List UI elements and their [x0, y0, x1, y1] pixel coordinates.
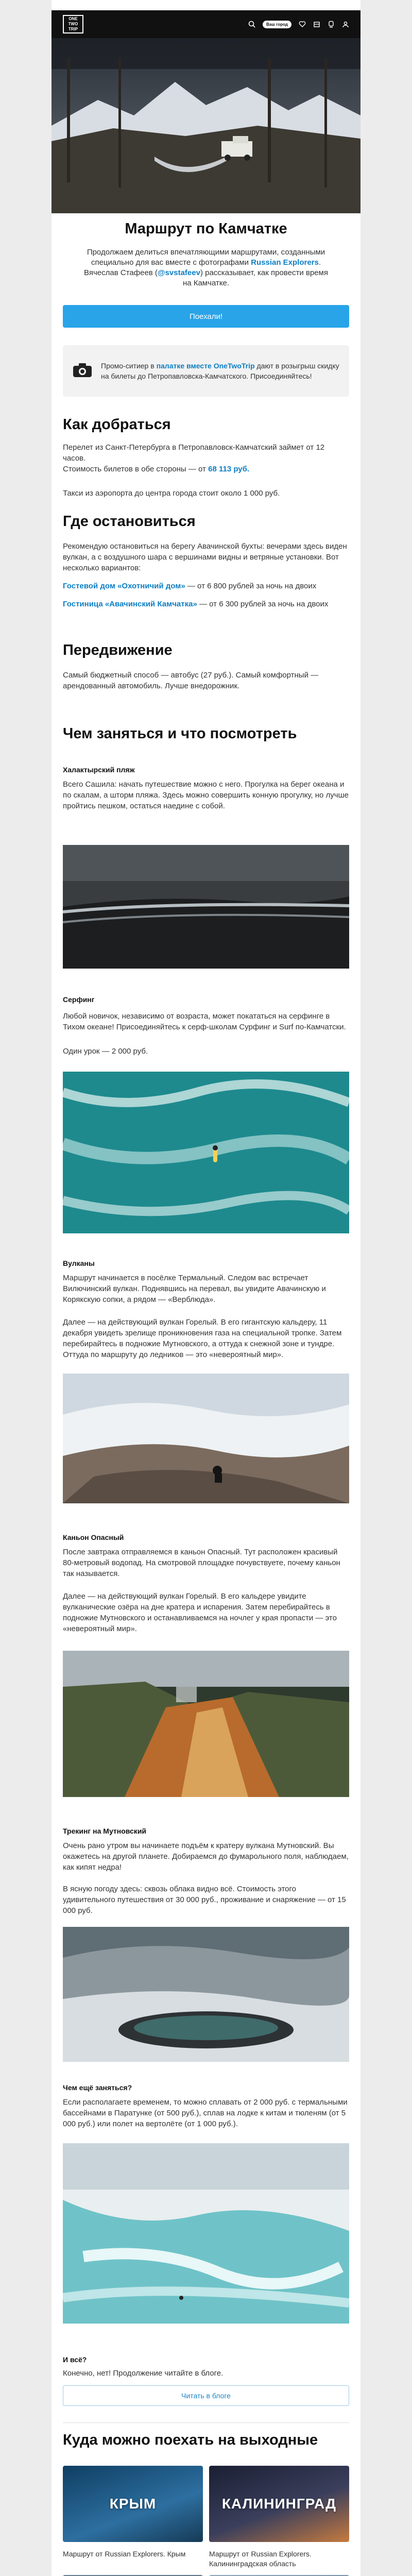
promo-text-start: Промо-ситиер в: [101, 362, 154, 370]
search-icon[interactable]: [248, 21, 255, 28]
canyon-title: Каньон Опасный: [63, 1533, 124, 1541]
how-text: [52, 442, 360, 499]
trek-text-2: В ясную погоду здесь: сквозь облака видно всё. Стоимость этого удивительного путешествия от 30 000 руб., проживание и снаряжение — от 15 000 руб.: [63, 1885, 346, 1915]
kaliningrad-label: КАЛИНИНГРАД: [221, 2496, 337, 2512]
go-button[interactable]: Поехали!: [63, 305, 349, 328]
stay-text: [52, 541, 360, 609]
intro-text: [52, 247, 360, 289]
crimea-caption[interactable]: Маршрут от Russian Explorers. Крым: [63, 2550, 186, 2558]
weekend-title: Куда можно поехать на выходные: [63, 2432, 318, 2448]
volcano-photo: [63, 1374, 349, 1503]
promo-text: [101, 361, 340, 381]
hotel-icon[interactable]: [313, 21, 320, 28]
divider: [63, 2422, 349, 2423]
trek-title: Трекинг на Мутновский: [63, 1827, 147, 1835]
user-icon[interactable]: [342, 21, 349, 28]
more-things-text: Если располагаете временем, то можно сплавать от 2 000 руб. с термальными бассейнами в Паратунке (от 500 руб.), сплав на лодке к китам и тюленям (от 5 000 руб.) или полет на вертолёте (от 1 000 руб.).: [63, 2098, 348, 2128]
kaliningrad-card: [209, 2466, 349, 2542]
email-letter: [52, 0, 360, 2576]
weekend-tiles: [63, 2466, 349, 2576]
weekend-tile-crimea[interactable]: [63, 2466, 203, 2575]
volcano-text: Маршрут начинается в посёлке Термальный. Следом вас встречает Вилючинский вулкан. Поднявшись на перевал, вы увидите Авачинскую и Корякскую сопки, а рядом — «Верблюда».: [63, 1274, 326, 1304]
trek-text: Очень рано утром вы начинаете подъём к кратеру вулкана Мутновский. Вы окажетесь на другой планете. Добираемся до фумарольного поля, наблюдаем, как кипят недра!: [63, 1841, 349, 1872]
canyon-text: После завтрака отправляемся в каньон Опасный. Тут расположен красивый 80-метровый водопад. На смотровой площадке почувствуете, почему каньон так называется.: [63, 1548, 340, 1578]
surf-title: Серфинг: [63, 995, 95, 1004]
intro-text-mid: . Вячеслав Стафеев (: [84, 258, 321, 277]
todo-title: Чем заняться и что посмотреть: [63, 725, 297, 742]
promo-text-end: дают в розыгрыш скидку на билеты до Петропавловска-Камчатского. Присоединяйтесь!: [101, 362, 339, 380]
all-title: И всё?: [63, 2355, 87, 2364]
kaliningrad-caption[interactable]: Маршрут от Russian Explorers. Калининградская область: [209, 2550, 312, 2568]
how-text-p2: Стоимость билетов в обе стороны — от: [63, 465, 206, 473]
all-text: Конечно, нет! Продолжение читайте в блоге.: [63, 2369, 224, 2378]
city-pill[interactable]: Ваш город: [263, 21, 291, 28]
email-header: [52, 10, 360, 38]
author-handle-link[interactable]: @svstafeev: [157, 268, 200, 277]
read-blog-button[interactable]: Читать в блоге: [63, 2385, 349, 2406]
train-icon[interactable]: [328, 21, 335, 28]
weekend-tile-kaliningrad[interactable]: [209, 2466, 349, 2575]
move-text: Самый бюджетный способ — автобус (27 руб.). Самый комфортный — арендованный автомобиль. Лучше внедорожник.: [63, 671, 319, 690]
beach-title: Халактырский пляж: [63, 766, 135, 774]
guesthouse-price: — от 6 800 рублей за ночь на двоих: [185, 582, 317, 590]
volcano-title: Вулканы: [63, 1259, 95, 1267]
brand-logo[interactable]: ONE TWO TRIP: [63, 15, 83, 33]
canyon-photo: [63, 1651, 349, 1797]
stay-text-p1: Рекомендую остановиться на берегу Авачинской бухты: вечерами здесь виден вулкан, а с воздушного шара с вершинами видны и ветряные установки. Вот несколько вариантов:: [63, 542, 347, 572]
russian-explorers-link[interactable]: Russian Explorers: [251, 258, 319, 267]
how-title: Как добраться: [63, 416, 171, 433]
guesthouse-link[interactable]: Гостевой дом «Охотничий дом»: [63, 582, 185, 590]
canyon-text-2: Далее — на действующий вулкан Горелый. В его кальдере увидите вулканические озёра на дне кратера и испарения. Затем перебирайтесь в подножие Мутновского и останавливаемся на ночлег у края пропасти — это «невероятный мир».: [63, 1592, 337, 1633]
hotel-link[interactable]: Гостиница «Авачинский Камчатка»: [63, 600, 197, 608]
route-title: Маршрут по Камчатке: [125, 221, 287, 237]
stay-title: Где остановиться: [63, 513, 196, 530]
intro-text-end: ) рассказывает, как провести время на Камчатке.: [182, 268, 328, 287]
intro-text-start: Продолжаем делиться впечатляющими маршрутами, созданными специально для вас вместе с фотографами: [87, 248, 325, 267]
how-text-p3: Такси из аэропорта до центра города стоит около 1 000 руб.: [63, 489, 280, 498]
tickets-price-link[interactable]: 68 113 руб.: [208, 465, 250, 473]
move-title: Передвижение: [63, 642, 173, 658]
beach-photo: [63, 845, 349, 969]
ice-photo: [63, 2143, 349, 2324]
how-text-p1: Перелет из Санкт-Петербурга в Петропавловск-Камчатский займет от 12 часов.: [63, 443, 325, 463]
volcano-text-2: Далее — на действующий вулкан Горелый. В его гигантскую кальдеру, 11 декабря увидеть зрелище проникновения газа на специальной тропке. Затем перебирайтесь в подножие Мутновского, а оттуда к снежной зоне и тундре. Оттуда по маршруту до ледников — это «невероятный мир».: [63, 1318, 342, 1359]
camera-icon: [72, 362, 93, 381]
crimea-card: [63, 2466, 203, 2542]
heart-icon[interactable]: [299, 21, 306, 28]
more-things-title: Чем ещё заняться?: [63, 2083, 132, 2092]
beach-text: Всего Сашила: начать путешествие можно с него. Прогулка на берег океана и по скалам, а шторм пляжа. Здесь можно совершить конную прогулку, но лучше пройтись пешком, остаться наедине с собой.: [63, 780, 349, 810]
promo-link[interactable]: палатке вместе OneTwoTrip: [156, 362, 255, 370]
promo-box: [63, 345, 349, 397]
hotel-price: — от 6 300 рублей за ночь на двоих: [197, 600, 329, 608]
surf-price: Один урок — 2 000 руб.: [63, 1047, 148, 1056]
surf-text: Любой новичок, независимо от возраста, может покататься на серфинге в Тихом океане! Присоединяйтесь к серф-школам Сурфинг и Surf по-Камчатски.: [63, 1012, 346, 1031]
hero-photo: [52, 38, 360, 213]
trek-photo: [63, 1927, 349, 2062]
crimea-label: КРЫМ: [109, 2496, 157, 2512]
surf-photo: [63, 1072, 349, 1233]
